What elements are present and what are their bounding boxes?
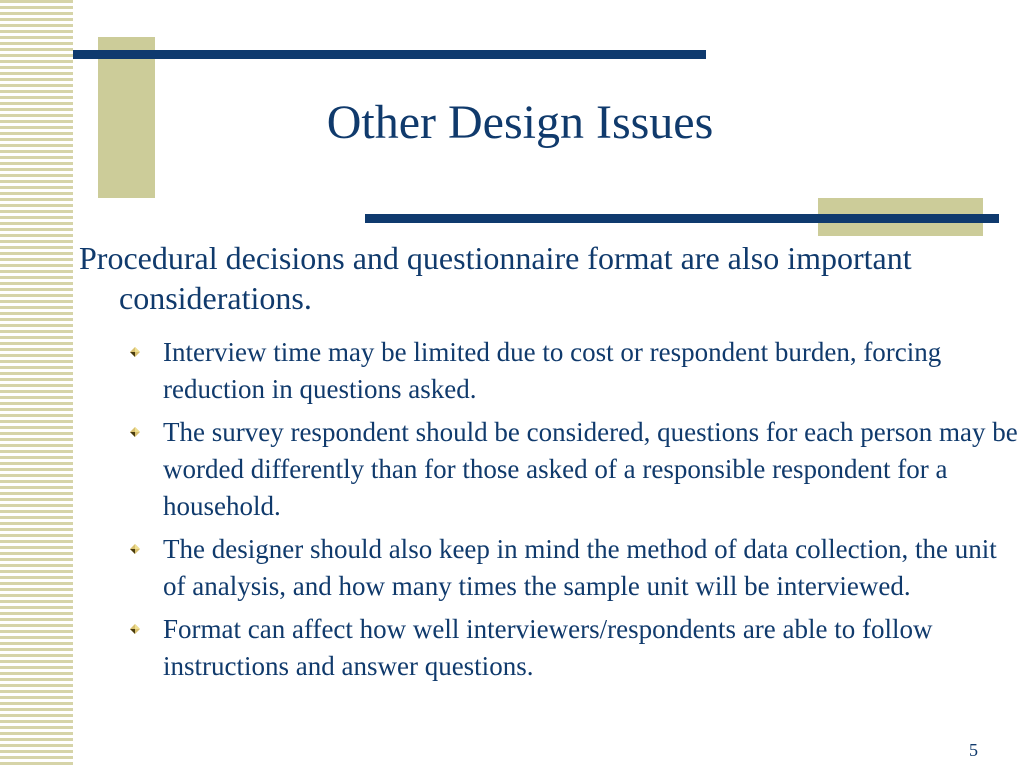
- top-divider-rule: [73, 50, 706, 59]
- title-accent-block: [98, 37, 155, 198]
- slide-title: Other Design Issues: [326, 96, 714, 149]
- bullet-item: [130, 334, 1020, 408]
- bullet-text: Format can affect how well interviewers/respondents are able to follow instructions and answer questions.: [163, 614, 933, 681]
- diamond-bullet-icon: [130, 347, 140, 357]
- lead-paragraph: Procedural decisions and questionnaire format are also important considerations.: [79, 240, 912, 316]
- bottom-divider-rule: [365, 214, 999, 223]
- diamond-bullet-icon: [130, 624, 140, 634]
- diamond-bullet-icon: [130, 427, 140, 437]
- bullet-text: Interview time may be limited due to cost or respondent burden, forcing reduction in questions asked.: [163, 337, 942, 404]
- bullet-item: [130, 531, 1020, 605]
- bullet-item: [130, 414, 1020, 525]
- bullet-text: The designer should also keep in mind the method of data collection, the unit of analysis, and how many times the sample unit will be interviewed.: [163, 534, 997, 601]
- diamond-bullet-icon: [130, 544, 140, 554]
- bullet-list: [130, 334, 1020, 691]
- left-stripe-decoration: [0, 0, 73, 768]
- bullet-text: The survey respondent should be considered, questions for each person may be worded differently than for those asked of a responsible respondent for a household.: [163, 417, 1018, 521]
- page-number: 5: [969, 740, 978, 760]
- bullet-item: [130, 611, 1020, 685]
